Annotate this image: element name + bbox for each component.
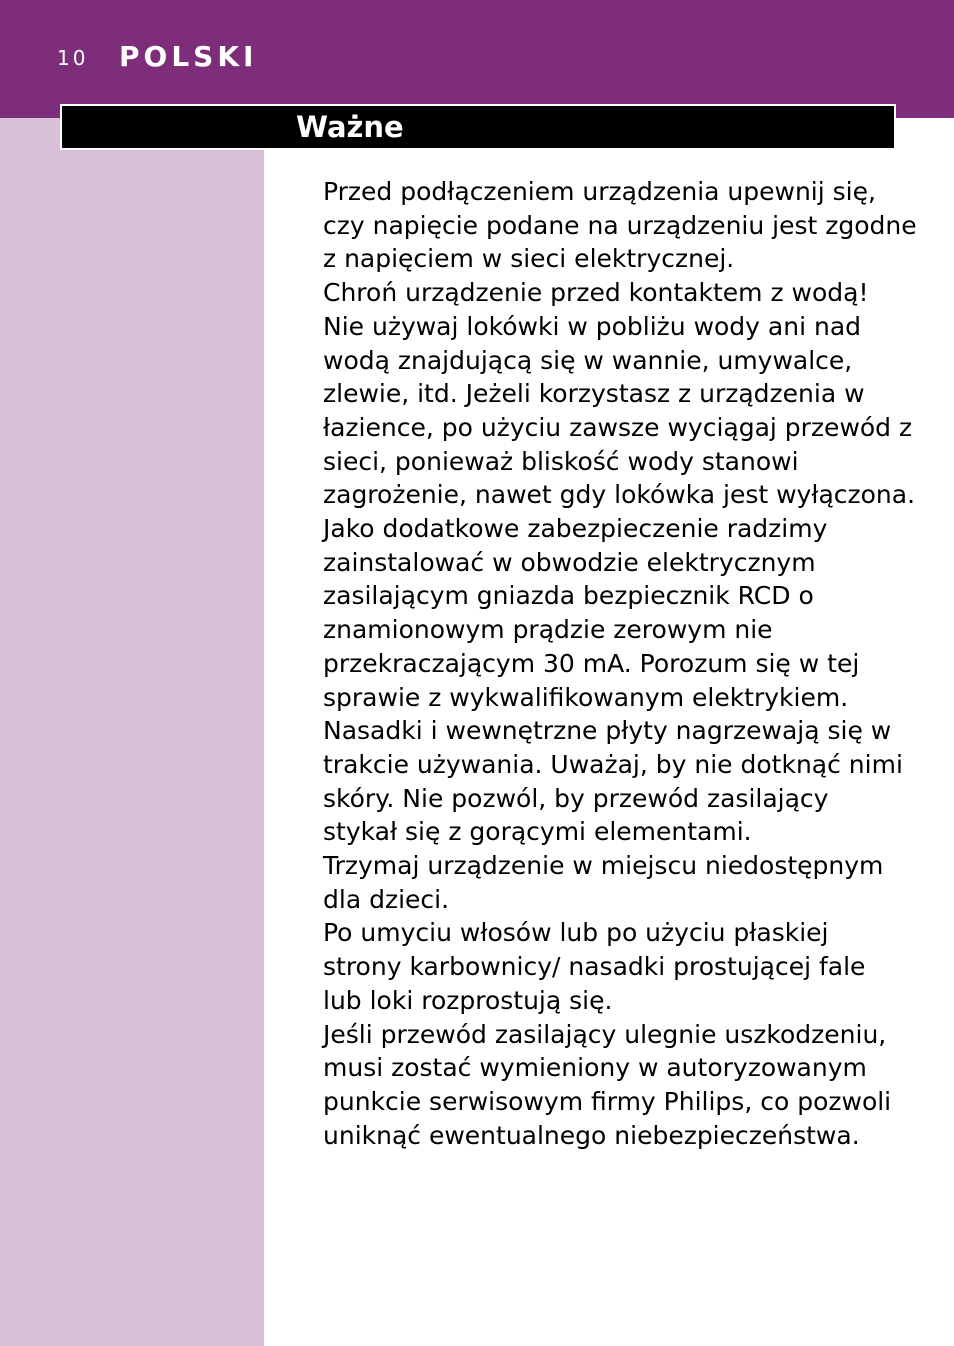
- warning-text-list: [323, 175, 923, 1152]
- paragraph-hot-plates: Nasadki i wewnętrzne płyty nagrzewają się w trakcie używania. Uważaj, by nie dotknąć nimi skóry. Nie pozwól, by przewód zasilający stykał się z gorącymi elementami.: [323, 716, 903, 847]
- paragraph-children: Trzymaj urządzenie w miejscu niedostępnym dla dzieci.: [323, 851, 884, 914]
- sidebar-band: [0, 118, 264, 1346]
- paragraph-hair-washing: Po umyciu włosów lub po użyciu płaskiej strony karbownicy/ nasadki prostującej fale lub loki rozprostują się.: [323, 918, 866, 1015]
- section-title: Ważne: [296, 110, 404, 144]
- paragraph-damaged-cord: Jeśli przewód zasilający ulegnie uszkodzeniu, musi zostać wymieniony w autoryzowanym punkcie serwisowym firmy Philips, co pozwoli uniknąć ewentualnego niebezpieczeństwa.: [323, 1019, 892, 1150]
- header-band: [0, 0, 954, 118]
- paragraph-voltage-check: Przed podłączeniem urządzenia upewnij się, czy napięcie podane na urządzeniu jest zgodne z napięciem w sieci elektrycznej.: [323, 177, 917, 274]
- paragraph-rcd-advice: Jako dodatkowe zabezpieczenie radzimy zainstalować w obwodzie elektrycznym zasilającym gniazda bezpiecznik RCD o znamionowym prądzie zerowym nie przekraczającym 30 mA. Porozum się w tej sprawie z wykwalifikowanym elektrykiem.: [323, 514, 860, 712]
- page-number: 10: [57, 46, 89, 70]
- section-header-bar: [60, 104, 896, 150]
- paragraph-water-warning: Chroń urządzenie przed kontaktem z wodą! Nie używaj lokówki w pobliżu wody ani nad wodą znajdującą się w wannie, umywalce, zlewie, itd. Jeżeli korzystasz z urządzenia w łazience, po użyciu zawsze wyciągaj przewód z sieci, ponieważ bliskość wody stanowi zagrożenie, nawet gdy lokówka jest wyłączona.: [323, 278, 916, 510]
- language-label: POLSKI: [119, 40, 258, 73]
